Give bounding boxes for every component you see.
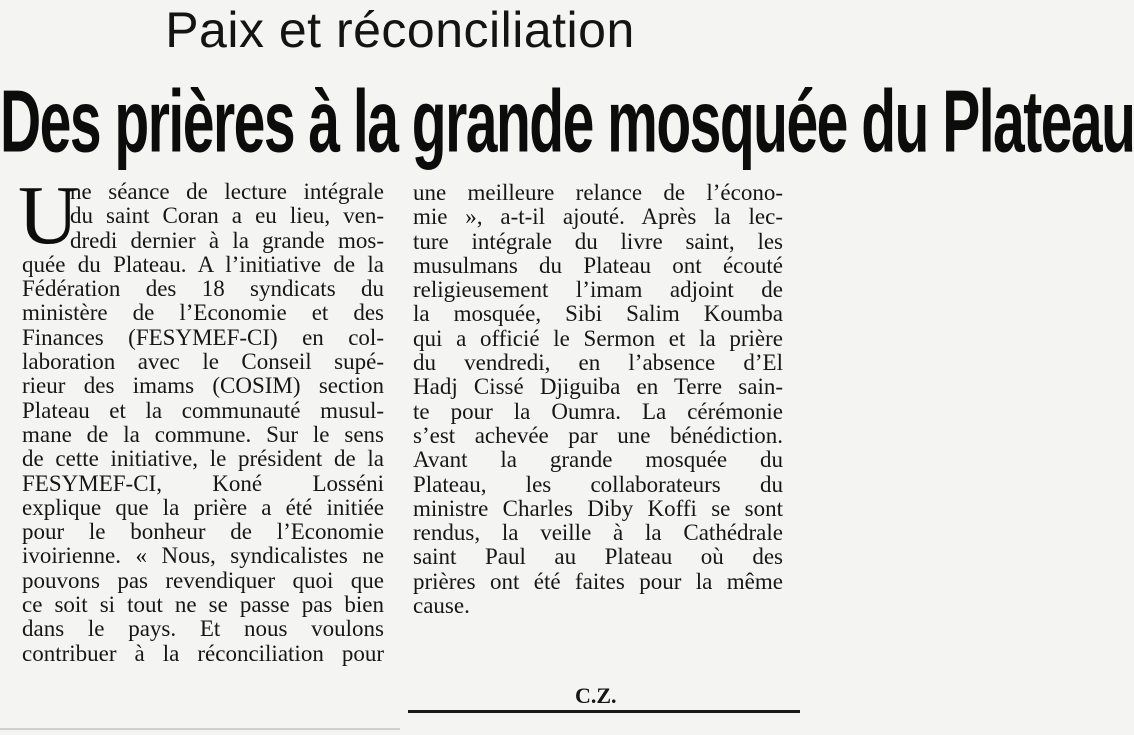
text-line: laboration avec le Conseil supé- <box>22 349 384 375</box>
text-line: qui a officié le Sermon et la prière <box>413 325 783 351</box>
text-line: Plateau et la communauté musul- <box>22 397 384 423</box>
text-line: cause. <box>413 593 470 619</box>
text-line: musulmans du Plateau ont écouté <box>413 252 783 278</box>
text-line: ministère de l’Economie et des <box>22 300 384 326</box>
drop-cap: U <box>18 169 79 262</box>
text-line: la mosquée, Sibi Salim Koumba <box>413 301 783 327</box>
text-line: prières ont été faites pour la même <box>413 568 783 594</box>
text-line: s’est achevée par une bénédiction. <box>413 422 783 448</box>
text-line: ministre Charles Diby Koffi se sont <box>413 495 783 521</box>
text-line: explique que la prière a été initiée <box>22 494 384 520</box>
text-line: Avant la grande mosquée du <box>413 447 783 473</box>
text-line: dans le pays. Et nous voulons <box>22 616 384 642</box>
text-line: dredi dernier à la grande mos- <box>70 227 384 253</box>
text-line: du saint Coran a eu lieu, ven- <box>70 203 384 229</box>
text-line: rendus, la veille à la Cathédrale <box>413 520 783 546</box>
text-line: mane de la commune. Sur le sens <box>22 421 384 447</box>
text-line: ivoirienne. « Nous, syndicalistes ne <box>22 543 384 569</box>
text-line: saint Paul au Plateau où des <box>413 544 783 570</box>
text-line: mie », a-t-il ajouté. Après la lec- <box>413 204 783 230</box>
text-line: quée du Plateau. A l’initiative de la <box>22 251 384 277</box>
text-line: une meilleure relance de l’écono- <box>413 180 783 205</box>
text-line: pour le bonheur de l’Economie <box>22 519 384 545</box>
article-column-left <box>18 169 384 666</box>
text-line: pouvons pas revendiquer quoi que <box>22 567 384 593</box>
article-column-right <box>413 181 783 618</box>
text-line: te pour la Oumra. La cérémonie <box>413 398 783 424</box>
text-line: contribuer à la réconciliation pour <box>22 640 384 666</box>
text-line: FESYMEF-CI, Koné Losséni <box>22 470 384 496</box>
text-line: Fédération des 18 syndicats du <box>22 276 384 302</box>
column-end-rule <box>408 710 800 713</box>
text-line: rieur des imams (COSIM) section <box>22 373 384 399</box>
text-line: du vendredi, en l’absence d’El <box>413 350 783 376</box>
text-line: ce soit si tout ne se passe pas bien <box>22 592 384 618</box>
kicker-title: Paix et réconciliation <box>165 2 635 58</box>
text-line: de cette initiative, le président de la <box>22 446 384 472</box>
text-line: Hadj Cissé Djiguiba en Terre sain- <box>413 374 783 400</box>
headline: Des prières à la grande mosquée du Plateau <box>0 72 1134 172</box>
right-column-lines <box>413 181 783 618</box>
text-line: ne séance de lecture intégrale <box>70 179 384 204</box>
bottom-divider <box>0 728 400 730</box>
author-signature: C.Z. <box>575 683 617 708</box>
text-line: ture intégrale du livre saint, les <box>413 228 783 254</box>
text-line: Plateau, les collaborateurs du <box>413 471 783 497</box>
text-line: religieusement l’imam adjoint de <box>413 277 783 303</box>
text-line: Finances (FESYMEF-CI) en col- <box>22 324 384 350</box>
